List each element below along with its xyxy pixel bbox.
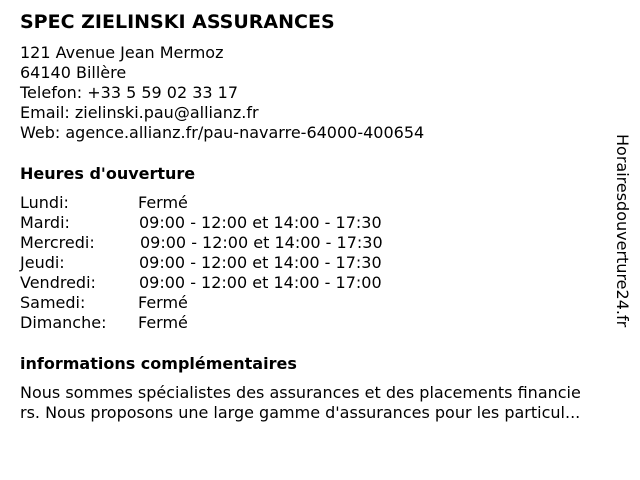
additional-info-text-line1: Nous sommes spécialistes des assurances et des placements financie [20,383,581,402]
address-street: 121 Avenue Jean Mermoz [20,43,224,62]
opening-hours-row-wednesday [20,233,440,253]
watermark-text: Horairesdouverture24.fr [613,134,632,328]
additional-info-text-line2: rs. Nous proposons une large gamme d'assurances pour les particul... [20,403,581,422]
opening-hours-row-monday [20,193,440,213]
additional-info-heading: informations complémentaires [20,354,297,373]
day-label: Vendredi: [20,273,96,292]
day-label: Mardi: [20,213,70,232]
opening-hours-row-sunday [20,313,440,333]
day-hours: 09:00 - 12:00 et 14:00 - 17:30 [139,213,382,232]
opening-hours-row-friday [20,273,440,293]
address-city: 64140 Billère [20,63,127,82]
day-label: Dimanche: [20,313,107,332]
day-label: Lundi: [20,193,69,212]
day-hours: 09:00 - 12:00 et 14:00 - 17:30 [140,233,383,252]
website-address: Web: agence.allianz.fr/pau-navarre-64000-400654 [20,123,425,142]
day-hours: 09:00 - 12:00 et 14:00 - 17:00 [139,273,382,292]
opening-hours-heading: Heures d'ouverture [20,164,196,183]
email-address: Email: zielinski.pau@allianz.fr [20,103,259,122]
day-label: Mercredi: [20,233,95,252]
opening-hours-row-thursday [20,253,440,273]
business-name: SPEC ZIELINSKI ASSURANCES [20,11,335,33]
opening-hours-row-saturday [20,293,440,313]
day-hours: Fermé [138,313,188,332]
opening-hours-row-tuesday [20,213,440,233]
day-hours: 09:00 - 12:00 et 14:00 - 17:30 [139,253,382,272]
day-hours: Fermé [138,293,188,312]
phone-number: Telefon: +33 5 59 02 33 17 [20,83,239,102]
day-label: Samedi: [20,293,86,312]
day-label: Jeudi: [20,253,65,272]
day-hours: Fermé [138,193,188,212]
